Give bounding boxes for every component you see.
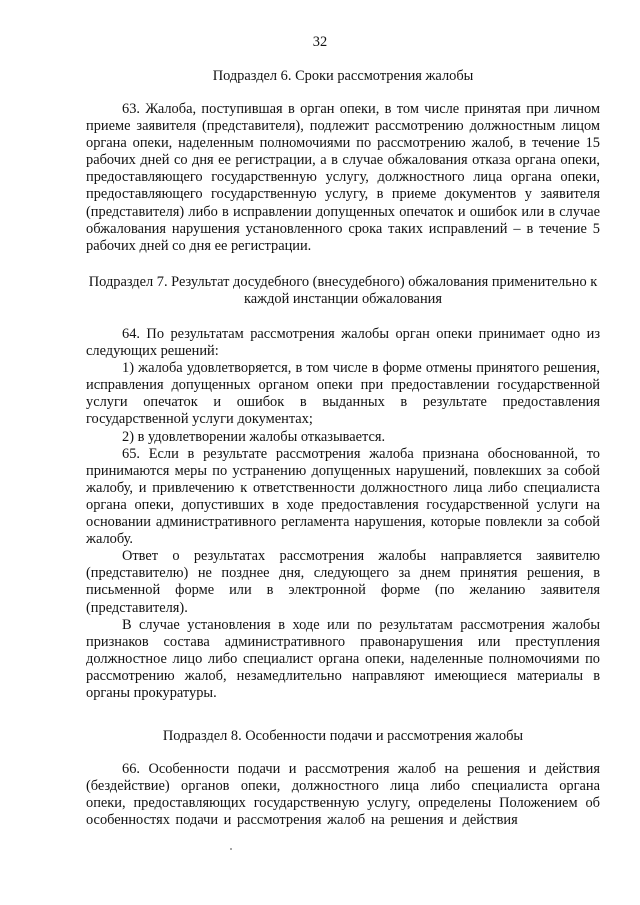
paragraph-63: 63. Жалоба, поступившая в орган опеки, в том числе принятая при личном приеме заявителя (представителя), подлежит рассмотрению должностным лицом органа опеки, наделенным полномочиями по рассмотрению жалоб, в течение 15 рабочих дней со дня ее регистрации, а в случае обжалования отказа органа опеки, предоставляющего государственную услугу, должностного лица органа опеки, предоставляющего государственную услугу, в приеме документов у заявителя (представителя) либо в исправлении допущенных опечаток и ошибок или в случае обжалования нарушения установленного срока таких исправлений – в течение 5 рабочих дней со дня ее регистрации. (86, 101, 600, 254)
section-8-heading: Подраздел 8. Особенности подачи и рассмотрения жалобы (162, 728, 524, 744)
paragraph-64-item-1: 1) жалоба удовлетворяется, в том числе в форме отмены принятого решения, исправления допущенных органом опеки при предоставлении государственной услуги опечаток и ошибок в выданных в результате предоставления государственной услуги документах; (86, 360, 600, 428)
section-7-heading: Подраздел 7. Результат досудебного (внесудебного) обжалования применительно к каждой инстанции обжалования (88, 274, 598, 308)
scan-dot (230, 848, 232, 850)
paragraph-violation: В случае установления в ходе или по результатам рассмотрения жалобы признаков состава административного правонарушения или преступления должностное лицо либо специалист органа опеки, наделенные полномочиями по рассмотрению жалоб, незамедлительно направляют имеющиеся материалы в органы прокуратуры. (86, 616, 600, 701)
paragraph-64-item-2: 2) в удовлетворении жалобы отказывается. (122, 428, 386, 445)
paragraph-65: 65. Если в результате рассмотрения жалоба признана обоснованной, то принимаются меры по устранению допущенных нарушений, повлекших за собой жалобу, и привлечению к ответственности должностного лица либо специалиста органа опеки, допустивших в ходе предоставления государственной услуги на основании административного регламента нарушения, которые повлекли за собой жалобу. (86, 445, 600, 548)
section-8-body (86, 761, 600, 829)
paragraph-66: 66. Особенности подачи и рассмотрения жалоб на решения и действия (бездействие) органов опеки, должностного лица либо специалиста органа опеки, предоставляющих государственную услугу, определены Положением об особенностях подачи и рассмотрения жалоб на решения и действия (86, 761, 600, 829)
section-6-heading: Подраздел 6. Сроки рассмотрения жалобы (212, 68, 474, 84)
section-6-body (86, 101, 600, 255)
paragraph-answer: Ответ о результатах рассмотрения жалобы направляется заявителю (представителю) не позднее дня, следующего за днем принятия решения, в письменной форме или в электронной форме (по желанию заявителя (представителя). (86, 548, 600, 616)
page-number: 32 (312, 34, 328, 50)
paragraph-64: 64. По результатам рассмотрения жалобы орган опеки принимает одно из следующих решений: (86, 326, 600, 360)
section-7-body (86, 326, 600, 702)
